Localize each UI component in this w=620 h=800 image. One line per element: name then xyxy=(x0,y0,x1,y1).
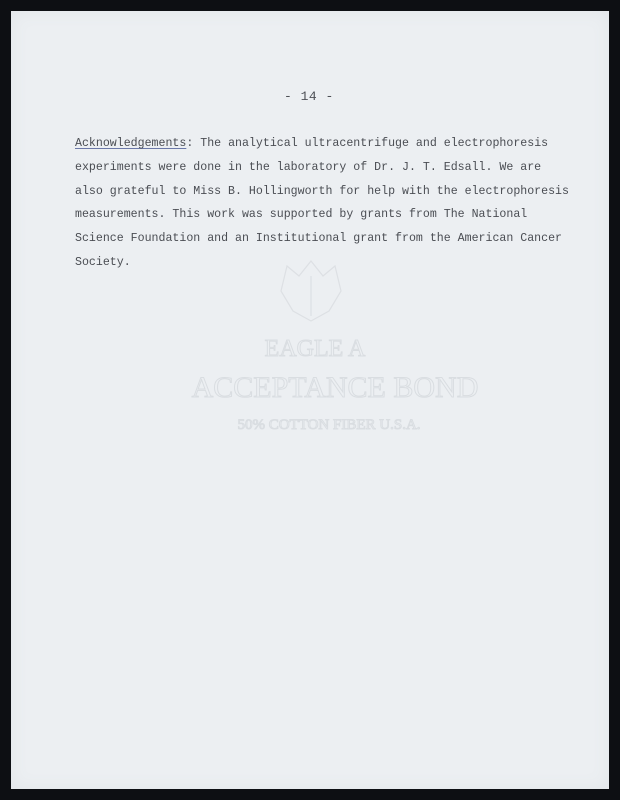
watermark-line-2: ACCEPTANCE BOND xyxy=(191,371,479,404)
paper-watermark xyxy=(11,11,609,789)
paragraph-line-2: experiments were done in the laboratory of Dr. J. T. Edsall. We are xyxy=(75,160,542,174)
watermark-line-3: 50% COTTON FIBER U.S.A. xyxy=(237,417,421,433)
watermark-line-1: EAGLE A xyxy=(264,336,366,362)
acknowledgements-heading: Acknowledgements xyxy=(75,137,187,150)
paragraph-line-6: Society. xyxy=(75,255,131,269)
line-1-text: : The analytical ultracentrifuge and electrophoresis xyxy=(186,137,549,150)
acknowledgements-paragraph xyxy=(75,132,575,275)
paragraph-line-4: measurements. This work was supported by grants from The National xyxy=(75,208,528,222)
paper-sheet xyxy=(11,11,609,789)
paragraph-line-1 xyxy=(75,132,575,156)
page-number: - 14 - xyxy=(284,89,334,104)
paragraph-line-3: also grateful to Miss B. Hollingworth for help with the electrophoresis xyxy=(75,184,569,198)
paragraph-line-5: Science Foundation and an Institutional grant from the American Cancer xyxy=(75,232,563,246)
